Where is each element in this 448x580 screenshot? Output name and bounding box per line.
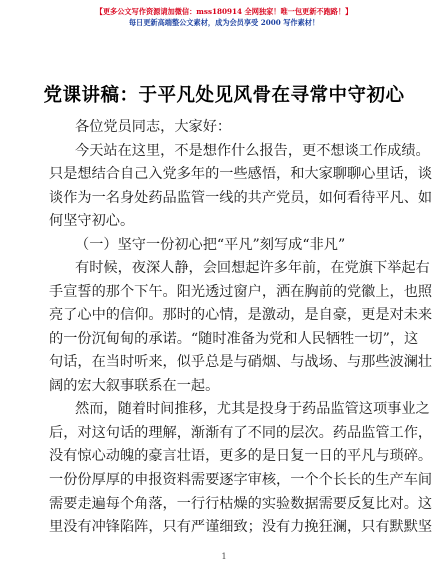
paragraph-line: 亮了心中的信仰。那时的心情，是激动，是自豪，更是对未来: [49, 307, 433, 324]
paragraph-line: 后，对这句话的理解，渐渐有了不同的层次。药品监管工作，: [49, 424, 433, 441]
paragraph-line: 一份份厚厚的申报资料需要逐字审核，一个个长长的生产车间: [49, 471, 433, 488]
banner-line-2: 每日更新高端整公文素材，成为会员享受 2000 写作素材！: [128, 18, 320, 27]
paragraph-line: 里没有冲锋陷阵，只有严谨细致；没有力挽狂澜，只有默默坚: [49, 519, 433, 535]
paragraph-line: 谈作为一名身处药品监管一线的共产党员，如何看待平凡、如: [49, 189, 433, 206]
paragraph-line: 阔的宏大叙事联系在一起。: [49, 377, 220, 394]
section-heading: （一）坚守一份初心把“平凡”刻写成“非凡”: [75, 236, 346, 253]
greeting-line: 各位党员同志，大家好：: [75, 119, 232, 135]
paragraph-line: 的一份沉甸甸的承诺。“随时准备为党和人民牺牲一切”，这: [49, 330, 419, 347]
paragraph-line: 没有惊心动魄的豪言壮语，更多的是日复一日的平凡与琐碎。: [49, 448, 433, 465]
paragraph-line: 今天站在这里，不是想作什么报告，更不想谈工作成绩。: [75, 142, 430, 159]
paragraph-line: 句话，在当时听来，似乎总是与硝烟、与战场、与那些波澜壮: [49, 354, 433, 371]
paragraph-line: 有时候，夜深人静，会回想起许多年前，在党旗下举起右: [75, 260, 430, 277]
document-title: 党课讲稿：于平凡处见风骨在寻常中守初心: [43, 85, 405, 106]
paragraph-line: 何坚守初心。: [49, 213, 135, 230]
page-number: 1: [221, 552, 227, 561]
paragraph-line: 然而，随着时间推移，尤其是投身于药品监管这项事业之: [75, 401, 430, 418]
paragraph-line: 需要走遍每个角落，一行行枯燥的实验数据需要反复比对。这: [49, 495, 433, 512]
banner-line-1: 【更多公文写作资源请加微信：mss180914 全网独家！唯一包更新不跑路！】: [95, 7, 353, 16]
paragraph-line: 只是想结合自己入党多年的一些感悟，和大家聊聊心里话，谈: [49, 166, 433, 183]
paragraph-line: 手宣誓的那个下午。阳光透过窗户，洒在胸前的党徽上，也照: [49, 283, 433, 300]
